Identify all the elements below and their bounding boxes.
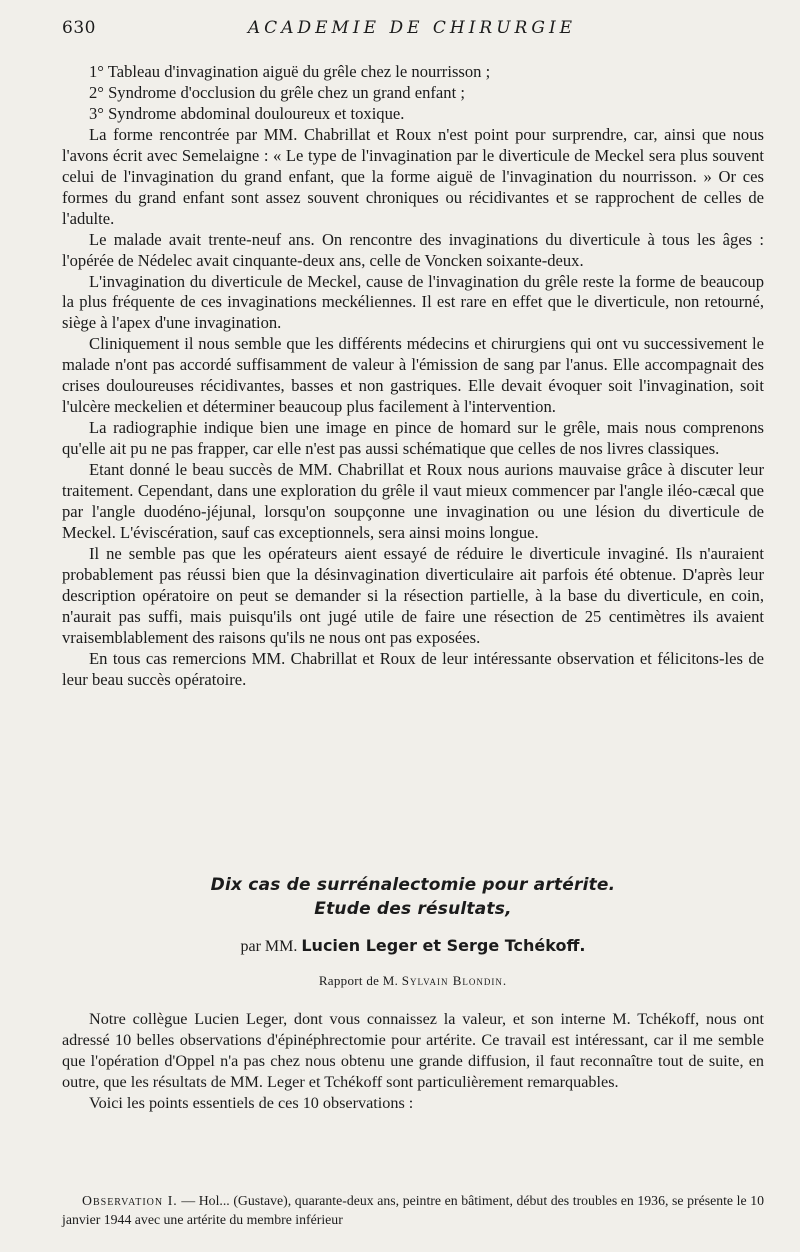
paragraph: Le malade avait trente-neuf ans. On rencontre des invaginations du diverticule à tous les âges : l'opérée de Nédelec avait cinquante-deux ans, celle de Voncken soixante-deux. [62, 229, 764, 270]
paragraph: 3° Syndrome abdominal douloureux et toxique. [89, 103, 405, 123]
paragraph: Il ne semble pas que les opérateurs aient essayé de réduire le diverticule invaginé. Ils n'auraient probablement pas réussi bien que la désinvagination diverticulaire ait parfois été obtenue. D'après leur description opératoire on peut se demander si la résection partielle, à la base du diverticule, en coin, n'aurait pas suffi, mais puisqu'ils ont jugé utile de faire une résection de 25 centimètres ils avaient vraisemblablement des raisons qu'ils ne nous ont pas exposées. [62, 543, 764, 647]
paragraph: 2° Syndrome d'occlusion du grêle chez un grand enfant ; [89, 82, 465, 102]
paragraph: La radiographie indique bien une image en pince de homard sur le grêle, mais nous comprenons qu'elle ait pu ne pas frapper, car elle n'est pas aussi schématique que celles de nos livres classiques. [62, 418, 764, 459]
article-title-line-2: Etude des résultats, [314, 899, 512, 919]
observation-text: — Hol... (Gustave), quarante-deux ans, peintre en bâtiment, début des troubles en 1936, se présente le 10 janvier 1944 avec une artérite du membre inférieur [62, 1193, 764, 1227]
running-title: ACADEMIE DE CHIRURGIE [247, 18, 577, 38]
paragraph: 1° Tableau d'invagination aiguë du grêle chez le nourrisson ; [89, 62, 491, 81]
report-author: Sylvain Blondin. [401, 973, 508, 988]
report-prefix: Rapport de M. [318, 973, 399, 988]
observation-block [62, 1191, 764, 1229]
paragraph: Etant donné le beau succès de MM. Chabrillat et Roux nous aurions mauvaise grâce à discuter leur traitement. Cependant, dans une exploration du grêle il vaut mieux commencer par l'angle iléo-cæcal que par l'angle duodéno-jéjunal, lorsqu'on soupçonne une invagination ou une lésion du diverticule de Meckel. L'éviscération, sauf cas exceptionnels, sera ainsi moins longue. [62, 460, 764, 542]
page-number: 630 [62, 18, 96, 38]
report-line [62, 972, 764, 990]
byline-prefix: par MM. [240, 938, 298, 955]
paragraph: En tous cas remercions MM. Chabrillat et Roux de leur intéressante observation et félicitons-les de leur beau succès opératoire. [62, 648, 764, 689]
observation-label: Observation I. [82, 1193, 178, 1208]
byline [62, 935, 764, 958]
report-text [62, 1009, 764, 1114]
paragraph: Cliniquement il nous semble que les différents médecins et chirurgiens qui ont vu successivement le malade n'ont pas accordé suffisamment de valeur à l'émission de sang par l'anus. Elle accompagnait des crises douloureuses récidivantes, basses et non gastriques. Elle devait évoquer soit l'invagination, soit l'ulcère meckelien et déterminer beaucoup plus facilement à l'intervention. [62, 334, 764, 417]
main-text [62, 62, 764, 691]
page-header [62, 18, 762, 44]
paragraph: L'invagination du diverticule de Meckel, cause de l'invagination du grêle reste la forme de beaucoup la plus fréquente de ces invaginations meckéliennes. Il est rare en effet que le diverticule, non retourné, siège à l'apex d'une invagination. [62, 271, 764, 333]
article-heading [62, 873, 764, 990]
byline-authors: Lucien Leger et Serge Tchékoff. [301, 936, 586, 955]
observation-paragraph [62, 1191, 764, 1229]
paragraph: La forme rencontrée par MM. Chabrillat et Roux n'est point pour surprendre, car, ainsi que nous l'avons écrit avec Semelaigne : « Le type de l'invagination par le diverticule de Meckel sera plus souvent celui de l'invagination du grand enfant, que la forme aiguë de l'invagination du nourrisson. » Or ces formes du grand enfant sont assez souvent chroniques ou récidivantes et se rapprochent de celles de l'adulte. [62, 124, 764, 228]
article-title-line-1: Dix cas de surrénalectomie pour artérite. [210, 875, 616, 895]
paragraph: Notre collègue Lucien Leger, dont vous connaissez la valeur, et son interne M. Tchékoff, nous ont adressé 10 belles observations d'épinéphrectomie pour artérite. Ce travail est intéressant, car il me semble que l'opération d'Oppel n'a pas chez nous obtenu une grande diffusion, il faut reconnaître tout de suite, en outre, que les résultats de MM. Leger et Tchékoff sont particulièrement remarquables. [62, 1010, 764, 1091]
paragraph: Voici les points essentiels de ces 10 observations : [89, 1093, 414, 1112]
